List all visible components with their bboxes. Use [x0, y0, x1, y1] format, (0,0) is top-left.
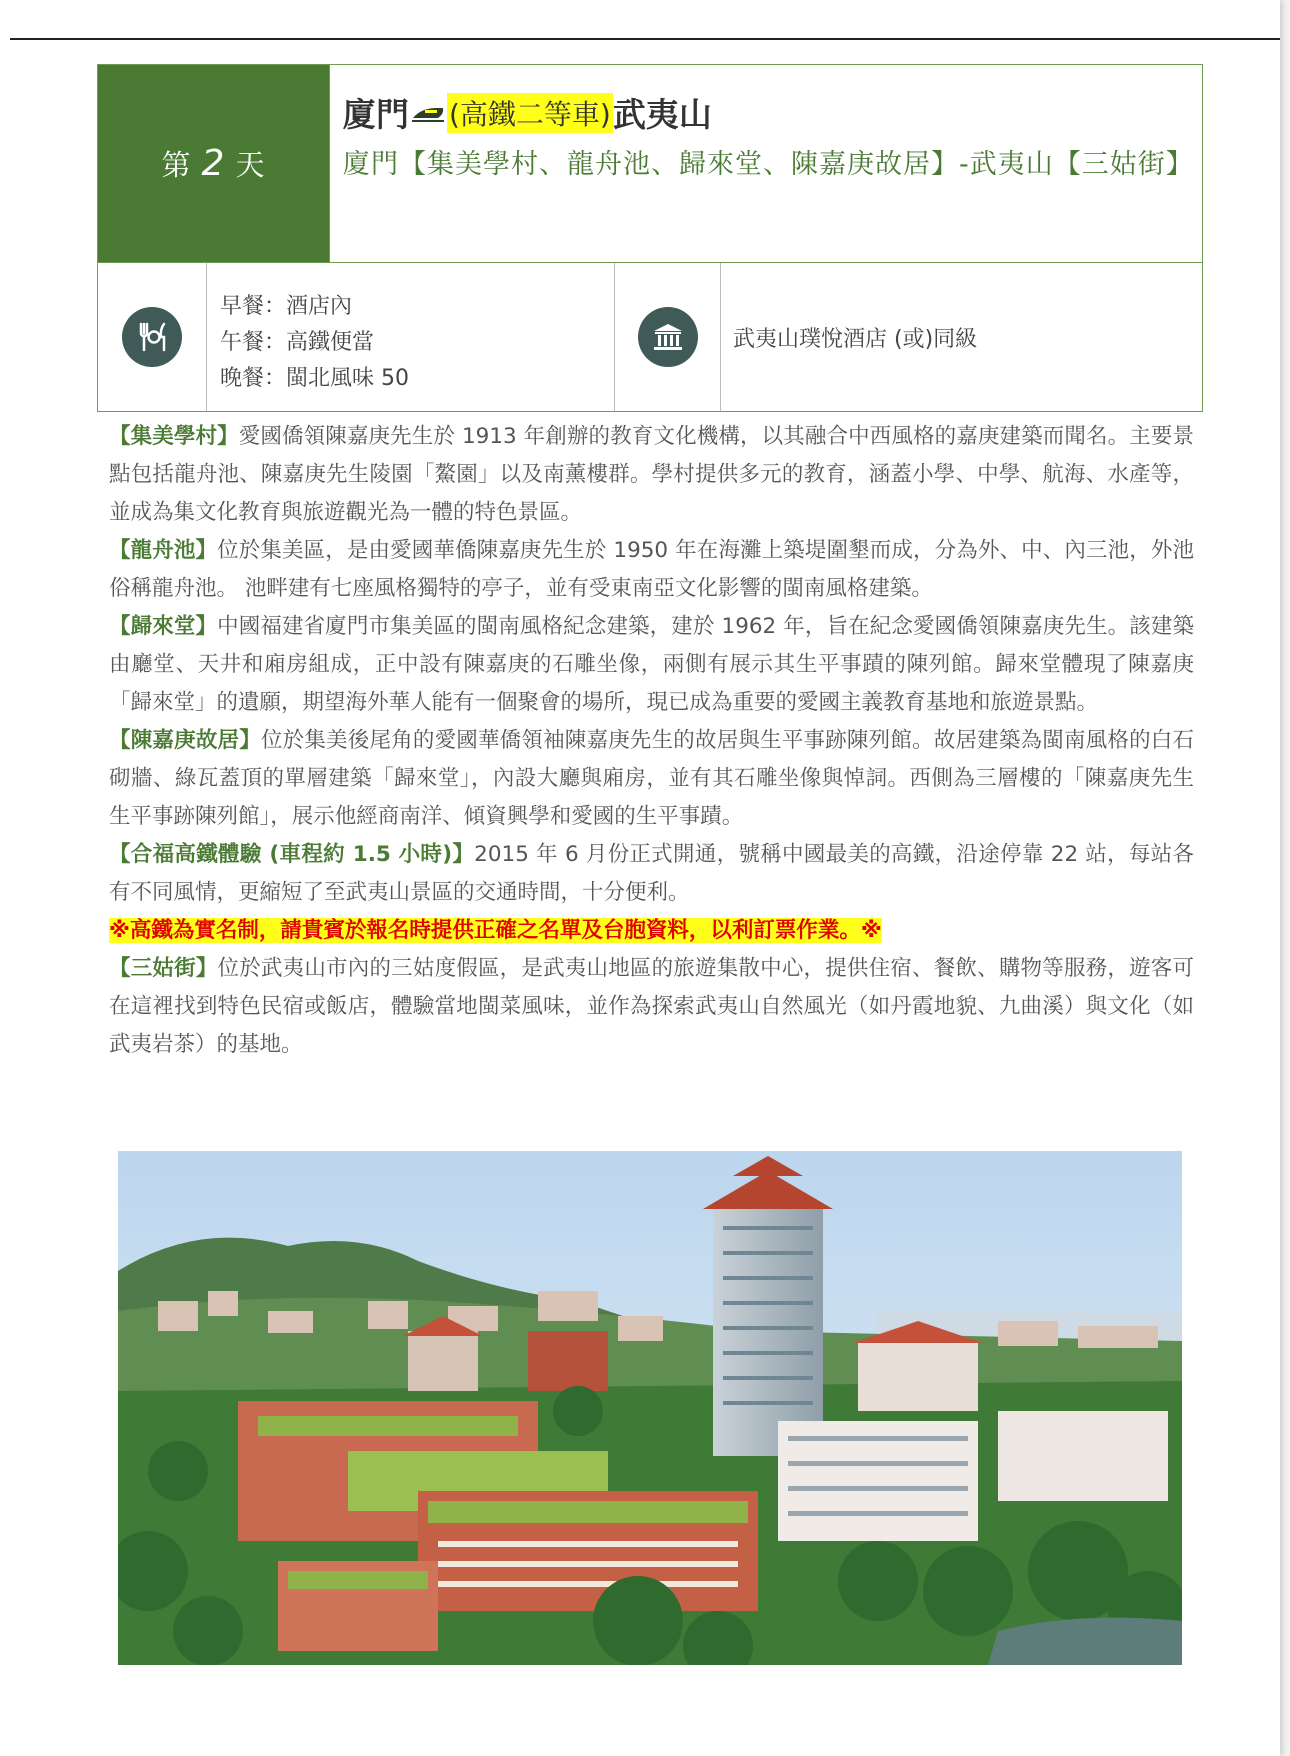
paragraph-sangu-street [109, 950, 1194, 1064]
day-route: 廈門【集美學村、龍舟池、歸來堂、陳嘉庚故居】-武夷山【三姑街】 [343, 149, 1194, 180]
lunch-text: 午餐：高鐵便當 [220, 330, 375, 355]
breakfast-text: 早餐：酒店內 [220, 294, 353, 319]
paragraph-text: 2015 年 6 月份正式開通，號稱中國最美的高鐵，沿途停靠 22 站，每站各有不同風情，更縮短了至武夷山景區的交通時間，十分便利。 [109, 842, 1194, 905]
paragraph-text: 愛國僑領陳嘉庚先生於 1913 年創辦的教育文化機構，以其融合中西風格的嘉庚建築而聞名。主要景點包括龍舟池、陳嘉庚先生陵園「鰲園」以及南薰樓群。學村提供多元的教育，涵蓋小學、中學、航海、水產等，並成為集文化教育與旅遊觀光為一體的特色景區。 [109, 424, 1194, 525]
paragraph-keyword: 【三姑街】 [109, 956, 218, 981]
paragraph-text: 位於集美區，是由愛國華僑陳嘉庚先生於 1950 年在海灘上築堤圍墾而成，分為外、中、內三池，外池俗稱龍舟池。 池畔建有七座風格獨特的亭子，並有受東南亞文化影響的閩南風格建築。 [109, 538, 1194, 601]
paragraph-text: 中國福建省廈門市集美區的閩南風格紀念建築，建於 1962 年，旨在紀念愛國僑領陳嘉庚先生。該建築由廳堂、天井和廂房組成，正中設有陳嘉庚的石雕坐像，兩側有展示其生平事蹟的陳列館。歸來堂體現了陳嘉庚「歸來堂」的遺願，期望海外華人能有一個聚會的場所，現已成為重要的愛國主義教育基地和旅遊景點。 [109, 614, 1194, 715]
paragraph-dragon-boat-pond [109, 532, 1194, 608]
paragraph-keyword: 【龍舟池】 [109, 538, 218, 563]
paragraph-guilai-hall [109, 608, 1194, 722]
paragraph-text: 位於集美後尾角的愛國華僑領袖陳嘉庚先生的故居與生平事跡陳列館。故居建築為閩南風格的白石砌牆、綠瓦蓋頂的單層建築「歸來堂」，內設大廳與廂房，並有其石雕坐像與悼詞。西側為三層樓的「陳嘉庚先生生平事跡陳列館」，展示他經商南洋、傾資興學和愛國的生平事蹟。 [109, 728, 1194, 829]
hotel-building-icon [638, 307, 698, 367]
title-origin: 廈門 [343, 95, 409, 134]
paragraph-jimei-school-village [109, 418, 1194, 532]
day-description [109, 418, 1194, 1064]
meal-icon-cell [98, 263, 207, 411]
day-badge [98, 65, 329, 262]
paragraph-keyword: 【集美學村】 [109, 424, 239, 449]
day-title-cell [329, 65, 1202, 262]
hotel-name: 武夷山璞悅酒店 (或)同級 [733, 326, 978, 352]
top-divider [10, 38, 1280, 40]
cutlery-icon [122, 307, 182, 367]
paragraph-notice [109, 912, 1194, 950]
meal-hotel-row [98, 262, 1202, 411]
paragraph-text: 位於武夷山市內的三姑度假區，是武夷山地區的旅遊集散中心，提供住宿、餐飲、購物等服務，遊客可在這裡找到特色民宿或飯店，體驗當地閩菜風味，並作為探索武夷山自然風光（如丹霞地貌、九曲溪）與文化（如武夷岩茶）的基地。 [109, 956, 1194, 1057]
itinerary-day-header [97, 64, 1203, 412]
train-icon [411, 102, 445, 124]
paragraph-keyword: 【歸來堂】 [109, 614, 218, 639]
paragraph-tan-kah-kee-residence [109, 722, 1194, 836]
title-transport: (高鐵二等車) [447, 93, 613, 133]
hotel-icon-cell [615, 263, 721, 411]
paragraph-keyword: 【合福高鐵體驗 (車程約 1.5 小時)】 [109, 842, 475, 867]
meal-list [207, 263, 615, 411]
day-title [343, 89, 1188, 136]
paragraph-keyword: 【陳嘉庚故居】 [109, 728, 261, 753]
paragraph-hefu-high-speed-rail [109, 836, 1194, 912]
day-number: 2 [201, 143, 226, 184]
jimei-campus-photo [118, 1151, 1182, 1665]
day-prefix: 第 [161, 148, 192, 182]
dinner-text: 晚餐：閩北風味 50 [220, 366, 409, 391]
real-name-notice: ※高鐵為實名制，請貴賓於報名時提供正確之名單及台胞資料，以利訂票作業。※ [109, 918, 882, 943]
day-suffix: 天 [235, 148, 266, 182]
title-destination: 武夷山 [612, 95, 712, 134]
